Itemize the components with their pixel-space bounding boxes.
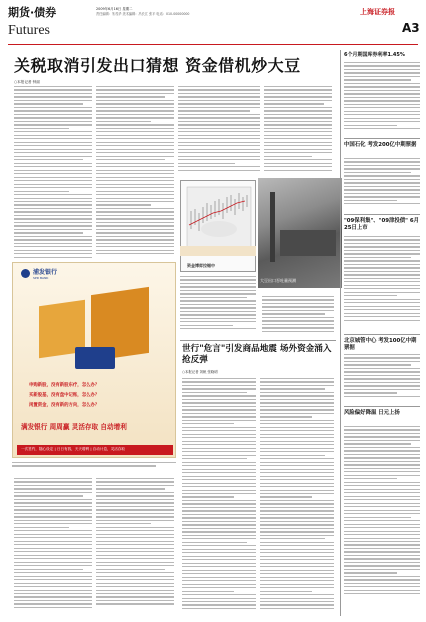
right-story1-title: 6个月期国库券利率1.45% (344, 52, 405, 58)
chart-title: 资金博弈拉锯中 (187, 263, 215, 268)
right-divider-3 (344, 334, 420, 335)
editorial-headline: 世行"危言"引发商品地震 场外资金涌入抢反弹 (182, 344, 332, 366)
right-divider-1 (344, 138, 420, 139)
right-divider-2 (344, 214, 420, 215)
right-story3-title: "09保利集"、"09津投债" 6月25日上市 (344, 218, 419, 232)
bank-brand: 浦发银行 (33, 269, 58, 276)
right-story2-body (344, 158, 420, 210)
masthead (8, 6, 418, 44)
chart-box (180, 180, 256, 272)
right-story5-body (344, 426, 420, 614)
right-story5-title: 风险偏好降温 日元上扬 (344, 410, 400, 416)
masthead-rule (8, 44, 418, 45)
ad-slogan-1: 申购新股，没有新股东疗，怎么办？ (29, 383, 100, 388)
bank-brand-en: SPD BANK (33, 276, 49, 280)
editor-line: 责任编辑：朱茂华 美术编辑：冯长江 张平 电话：010-00000000 (96, 12, 190, 16)
lower-left-col1 (14, 478, 92, 614)
main-story-col1 (14, 86, 92, 258)
section-title: 期货·债券 (8, 6, 57, 19)
photo-caption: 大豆出口吞吐量预测 (260, 278, 296, 283)
lower-left-col2 (96, 478, 174, 614)
right-story1-body (344, 62, 420, 136)
ad-footnote (12, 462, 176, 474)
editorial-col2 (260, 378, 334, 614)
right-story4-body (344, 354, 420, 404)
english-section: Futures (8, 23, 50, 38)
mini-banner (180, 246, 256, 256)
ad-slogan-3: 闲置资金，没有新的方向，怎么办？ (29, 403, 100, 408)
photo-story-col (262, 296, 334, 336)
photo-crane (270, 192, 275, 262)
date-line: 2009年6月16日 星期二 (96, 7, 133, 11)
ad-contact-bar: 一次签约，随心设定 | 日日有钱，天天增利 | 自动计息，灵活存取 (17, 445, 173, 455)
main-headline: 关税取消引发出口猜想 资金借机炒大豆 (14, 56, 301, 75)
main-story-col4 (264, 86, 332, 176)
bank-ad[interactable] (12, 262, 176, 458)
chart-watermark (201, 221, 237, 237)
editorial-rule (180, 340, 336, 341)
main-story-col3 (178, 86, 260, 176)
editorial-byline: ○本报记者 刘帆 张晓明 (182, 370, 218, 374)
editorial-col1 (182, 378, 256, 614)
right-story2-title: 中国石化 考发200亿中期票据 (344, 142, 417, 148)
ad-product-name: 满发银行 周周赢 灵活存取 自动增利 (21, 423, 127, 431)
right-divider-4 (344, 406, 420, 407)
ad-card-icon (75, 347, 115, 369)
main-byline: ○本报记者 钟丽 (14, 80, 40, 84)
photo-ship (280, 230, 336, 256)
side-story-col (180, 276, 256, 336)
news-photo (258, 178, 342, 288)
right-col-divider (340, 50, 341, 616)
page-number: A3 (402, 21, 420, 35)
brand-name: 上海证券报 (360, 8, 395, 16)
right-story3-body (344, 236, 420, 332)
bank-logo-icon (21, 269, 30, 278)
right-story4-title: 北京城管中心 考发100亿中期票据 (344, 338, 417, 352)
main-story-col2 (96, 86, 174, 258)
ad-slogan-2: 买新股基，没有盘中记账，怎么办？ (29, 393, 100, 398)
